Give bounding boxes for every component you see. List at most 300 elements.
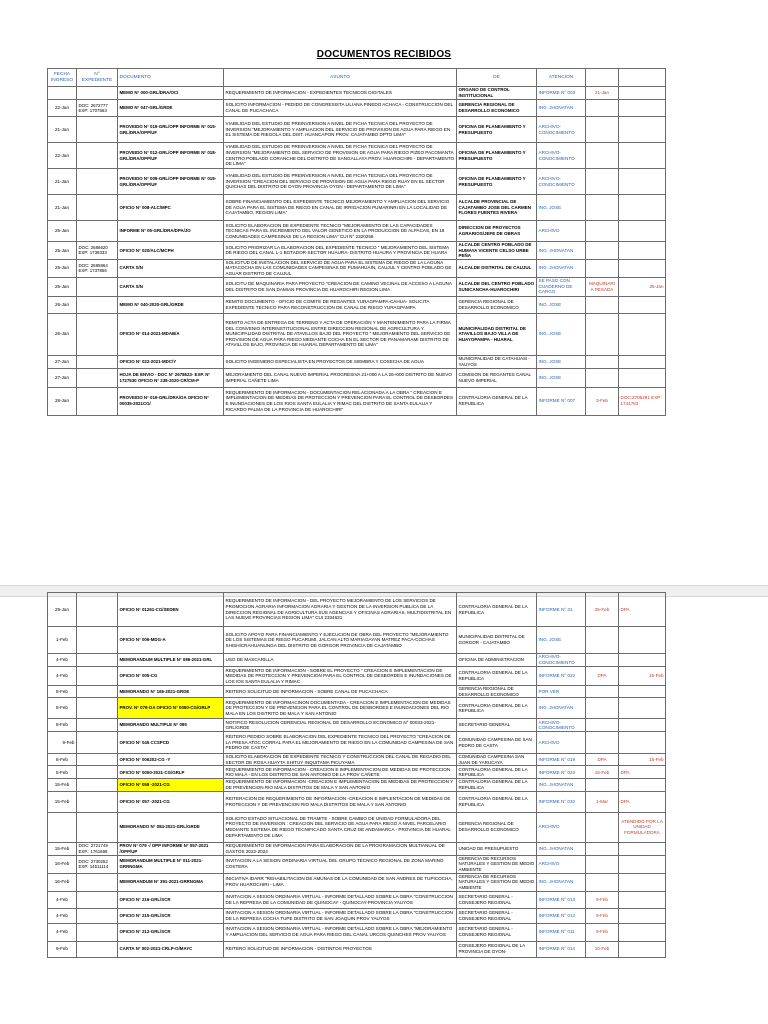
cell-atencion: ING. JOSE — [537, 368, 586, 387]
table-row — [48, 791, 666, 812]
cell-expediente — [77, 686, 118, 698]
cell-atencion: ARCHIVO — [537, 221, 586, 242]
cell-fecha: 25-Jan — [48, 259, 77, 277]
header-expediente: N° EXPEDIENTE — [77, 69, 118, 87]
cell-extra-2: 15-Feb — [619, 667, 666, 686]
cell-asunto: REMITO ACTA DE ENTREGA DE TERRENO Y ACTA DE OPERACIÓN Y MANTENIMIENTO PARA LA FIRMA DEL CONVENIO INTERINSTITUCIONAL ENTRE DIRECCION REGIONAL DE AGRICULTURA Y MUNICIPALIDAD DISTRITAL DE ATAVILLOS BAJO DEL PROYECTO " MEJORAMIENTO DEL SERVICIO DE PROVISION DE AGUA PARA RIEGO MEDIANTE COCHA EN EL SECTOR DE PANAMARAMI DISTRITO DE ATAVILLOS BAJO, PROVINCIA DE HUARAL DEPARTAMENTO DE LIMA" — [224, 313, 457, 355]
table-row — [48, 627, 666, 654]
cell-fecha: 22-Jan — [48, 143, 77, 169]
cell-de: ALCALDE DEL CENTRO POBLADO SUNICANCHA-HUAROCHIRI — [457, 277, 537, 296]
table-row — [48, 779, 666, 791]
cell-extra-2: 26-Jan — [619, 277, 666, 296]
cell-expediente: DOC: 2730252 EXP: 14511114 — [77, 855, 118, 873]
cell-fecha: 4-Feb — [48, 654, 77, 667]
header-atencion: ATENCION — [537, 69, 586, 87]
table-row — [48, 100, 666, 117]
cell-extra-1: 10-Feb — [586, 941, 619, 957]
cell-atencion: ING. JHONATAN — [537, 242, 586, 260]
table-row — [48, 732, 666, 754]
cell-asunto: NOTIFICO RESOLUCION GERENCIAL REGIONAL DE DESARROLLO ECONOMICO N° 00033-2021-GRL/GRDE — [224, 719, 457, 732]
cell-fecha: 15-Feb — [48, 842, 77, 855]
table-row — [48, 195, 666, 221]
cell-documento: OFICIO N° 005-CG — [118, 667, 224, 686]
cell-extra-2 — [619, 873, 666, 891]
cell-de: SECRETARIO GENERAL - CONSEJERO REGIONAL — [457, 923, 537, 941]
cell-extra-2 — [619, 355, 666, 368]
cell-expediente — [77, 754, 118, 766]
cell-extra-2 — [619, 368, 666, 387]
cell-expediente: DOC: 2686620 EXP: 1738333 — [77, 242, 118, 260]
cell-expediente — [77, 277, 118, 296]
cell-expediente — [77, 667, 118, 686]
cell-asunto: SOLICITO ELABORACION DE EXPEDIENTE TECNICO Y CONSTRUCCION DEL CANAL DE REGADIO DEL SECTOR DE ROSA HUAYTA SHITUY INQUITAMA PICUYAMA — [224, 754, 457, 766]
cell-extra-1: 9-Feb — [586, 908, 619, 923]
cell-extra-2 — [619, 686, 666, 698]
cell-documento: PROVEIDO N° 019-GRL/DRA/OA OFICIO N° 00035-2021CG/ — [118, 387, 224, 415]
cell-documento: INFORME N° 05-GRL/DRA/DPA/JO — [118, 221, 224, 242]
cell-documento: MEMORANDO N° 084-2021-GRL/GRDE — [118, 812, 224, 842]
table-row — [48, 368, 666, 387]
cell-fecha — [48, 87, 77, 100]
cell-fecha: 8-Feb — [48, 754, 77, 766]
table-row — [48, 667, 666, 686]
cell-extra-1: MAQUINARIA PESADA — [586, 277, 619, 296]
cell-extra-2: DPA — [619, 593, 666, 627]
cell-atencion: ARCHIVO-CONOCIMIENTO — [537, 654, 586, 667]
cell-de: ALCALDE CENTRO POBLADO DE HUMAYA VICENTE CELSO URBE PEÑA — [457, 242, 537, 260]
cell-asunto: REQUERIMIENTO DE INFORMACION PARA ELABORACION DE LA PROGRAMACION MULTIANUAL DE GASTOS 2022-2024 — [224, 842, 457, 855]
cell-extra-1 — [586, 143, 619, 169]
cell-documento: MEMORANDUM MULTIPLE N° 011-2021-GRRNGMA — [118, 855, 224, 873]
cell-expediente — [77, 698, 118, 719]
table-row — [48, 355, 666, 368]
cell-expediente — [77, 195, 118, 221]
table-row — [48, 221, 666, 242]
header-asunto: ASUNTO — [224, 69, 457, 87]
cell-fecha: 4-Feb — [48, 667, 77, 686]
cell-extra-2 — [619, 908, 666, 923]
cell-de: MUNICIPALIDAD DE CATAHUASI - YAUYOS — [457, 355, 537, 368]
cell-documento: OFICIO N° 212-GRL/SCR — [118, 923, 224, 941]
cell-asunto: INICIATIVA IDARR "REHABILITACION DE AMUNAS DE LA COMUNIDAD DE SAN ANDRES DE TUPICOCHA, PROV HUAROCHIRI - LIMA — [224, 873, 457, 891]
cell-atencion: ARCHIVO-CONOCIMIENTO — [537, 719, 586, 732]
cell-documento: MEMORANDUM MULTIPLE N° 086-2021-GRL — [118, 654, 224, 667]
cell-extra-1 — [586, 117, 619, 143]
documents-table-1 — [47, 68, 666, 416]
cell-fecha: 1-Feb — [48, 627, 77, 654]
cell-extra-2 — [619, 87, 666, 100]
cell-asunto: USO DE MASCARILLA — [224, 654, 457, 667]
cell-atencion: POR VER — [537, 686, 586, 698]
cell-extra-1 — [586, 812, 619, 842]
cell-de: GERENCIA REGIONAL DE DESARROLLO ECONOMICO — [457, 686, 537, 698]
cell-fecha: 15-Feb — [48, 791, 77, 812]
cell-documento: PROVEIDO N° 009-GRL/OPP INFORME N° 019-GRL/DRA/OPP/UF — [118, 169, 224, 195]
cell-expediente — [77, 355, 118, 368]
cell-asunto: SOLICITO INGENIERO ESPECIALISTA EN PROYECTOS DE SIEMBRA Y COSECHA DE AGUA — [224, 355, 457, 368]
cell-documento: PROV. N° 079-OA OFICIO N° 0050-CG/GRLP — [118, 698, 224, 719]
table-row — [48, 891, 666, 908]
cell-de: GERENCIA DE RECURSOS NATURALES Y GESTION DE MEDIO AMBIENTE — [457, 855, 537, 873]
cell-documento: MEMORANDO N° 165-2021-GRDE — [118, 686, 224, 698]
cell-documento: OFICIO N° 216-GRL/SCR — [118, 891, 224, 908]
cell-extra-1: 16-Feb — [586, 766, 619, 779]
cell-de: MUNICIPALIDAD DISTRITAL DE ATAVILLOS BAJO VILLA DE HUAYOPAMPA - HUARAL — [457, 313, 537, 355]
cell-extra-1 — [586, 242, 619, 260]
cell-atencion: ING. JHONATAN — [537, 100, 586, 117]
cell-documento: MEMO N° 000-GRL/DRA/OCI — [118, 87, 224, 100]
cell-expediente — [77, 908, 118, 923]
cell-atencion: ING. JOSE — [537, 195, 586, 221]
table-row — [48, 169, 666, 195]
cell-extra-2 — [619, 313, 666, 355]
cell-expediente — [77, 941, 118, 957]
cell-de: SECRETARIO GENERAL - CONSEJERO REGIONAL — [457, 891, 537, 908]
cell-expediente — [77, 387, 118, 415]
cell-de: ALCALDE DISTRITAL DE CAUJUL — [457, 259, 537, 277]
cell-expediente: DOC: 2672777 EXP: 1707563 — [77, 100, 118, 117]
cell-atencion: INFORME N° 022 — [537, 667, 586, 686]
table-row — [48, 259, 666, 277]
cell-de: COMUNIDAD CAMPESINA SAN JUAN DE YARUCAYA — [457, 754, 537, 766]
cell-atencion: ING. JHONATAN — [537, 873, 586, 891]
cell-extra-1 — [586, 732, 619, 754]
cell-extra-1 — [586, 627, 619, 654]
table-row — [48, 754, 666, 766]
cell-expediente — [77, 891, 118, 908]
cell-extra-1: 21-Jan — [586, 87, 619, 100]
cell-fecha: 26-Jan — [48, 313, 77, 355]
cell-asunto: INVITACION A SESION ORDINARIA VIRTUAL - INFORME DETALLADO SOBRE LA OBRA "CONSTRUCCION DE LA REPRESA DE LA COMUNIDAD DE QUINOCAY - QUINOCAY-PROVINCIA YAUYOS — [224, 891, 457, 908]
cell-asunto: REITERO PEDIDO SOBRE ELABORACION DEL EXPEDIENTE TECNICO DEL PROYECTO "CREACION DE LA PRESA ATOC CORRAL PARA EL MEJORAMIENTO DE RIEGO EN LA COMUNIDAD CAMPESINA DE SAN PEDRO DE CASTA" — [224, 732, 457, 754]
cell-atencion: ING. JOSE — [537, 355, 586, 368]
cell-atencion: INFORME N° 003 — [537, 87, 586, 100]
cell-de: ALCALDE PROVINCIAL DE CAJATAMBO JOSE DEL CARMEN FLORES FUENTES RIVERA — [457, 195, 537, 221]
page-title: DOCUMENTOS RECIBIDOS — [316, 49, 452, 60]
cell-expediente — [77, 654, 118, 667]
cell-extra-2 — [619, 100, 666, 117]
cell-fecha: 9-Feb — [48, 732, 77, 754]
cell-extra-2 — [619, 732, 666, 754]
cell-de: GERENCIA REGIONAL DE DESARROLLO ECONOMICO — [457, 296, 537, 313]
cell-extra-2 — [619, 842, 666, 855]
cell-asunto: SOLICITO ESTADO SITUACIONAL DE TRAMITE - SOBRE CAMBIO DE UNIDAD FORMULADORA DEL PROYECTO DE INVERSION : CREACION DEL SERVICIO DE AGUA PARA RIEGO A NIVEL PARCELARIO MEDIANTE SISTEMA DE RIEGO TECNIFICADO SANTA CRUZ DE ANDAMARCA - PROVINCIA DE HUARAL DEPARTAMENTO DE LIMA — [224, 812, 457, 842]
cell-extra-1 — [586, 195, 619, 221]
cell-extra-2 — [619, 117, 666, 143]
cell-documento: MEMORANDUM N° 391-2021-GRRNGMA — [118, 873, 224, 891]
cell-asunto: REQUERIMIENTO DE INFORMACION - SOBRE EL PROYECTO " CREACION E IMPLEMENTACION DE MEDIDAS DE PROTECCION Y PREVENCION PARA EL CONTROL DE DESBORDES E INUNDACIONES DE LOS IOS SANTA EULALIA Y RIMAC — [224, 667, 457, 686]
cell-extra-1 — [586, 313, 619, 355]
cell-atencion: ARCHIVO — [537, 855, 586, 873]
cell-asunto: REQUERIMIENTO DE INFORMACION - DEL PROYECTO MEJORAMIENTO DE LOS SERVICIOS DE PROMOCION AGRARIA INFORMACION AGRARIA Y GESTION DE LA INVERSION PUBLICA DE LA DIRECCION REGIONAL DE AGRICULTURA SUS AGENCIAS Y OFICINAS AGRARIAS, MULTIDISTRITAL EN LAS NUEVE PROVINCIAS REGION LIMA" CUI 2334631 — [224, 593, 457, 627]
cell-extra-1 — [586, 221, 619, 242]
cell-de: CONTRALORIA GENERAL DE LA REPUBLICA — [457, 766, 537, 779]
cell-expediente — [77, 221, 118, 242]
cell-fecha — [48, 812, 77, 842]
cell-extra-1 — [586, 855, 619, 873]
cell-documento: CARTA S/N — [118, 277, 224, 296]
cell-documento: OFICIO N° 022-2021-MDC/Y — [118, 355, 224, 368]
cell-de: MUNICIPALIDAD DISTRITAL DE GORGOR - CAJATAMBO — [457, 627, 537, 654]
cell-atencion: ING. JOSE — [537, 296, 586, 313]
cell-de: CONTRALORIA GENERAL DE LA REPUBLICA — [457, 698, 537, 719]
cell-asunto: VIABILIDAD DEL ESTUDIO DE PREINVERSION A NIVEL DE FICHA TECNICA DEL PROYECTO DE INVERSION "CREACION DEL SERVICIO DE PROVISION DE AGUA PARA RIEGO RUAY EN EL SECTOR QUICHAS DEL DISTRITO DE OYON PROVINCIA OYON - DEPARTAMENTO DE LIMA" — [224, 169, 457, 195]
cell-extra-1 — [586, 169, 619, 195]
cell-asunto: SOLICITUD DE INSTALACION DEL SERVICIO DE AGUA PARA EL SISTEMA DE RIEGO DE LA LAGUNA MATACOCHA EN LAS COMUNIDADES CAMPESINAS DE PUMAHUAIN, CAUJUL Y CENTRO POBLADO DE AGUAR DISTRITO DE CAUJUL — [224, 259, 457, 277]
cell-expediente — [77, 296, 118, 313]
cell-expediente — [77, 732, 118, 754]
cell-extra-2 — [619, 654, 666, 667]
header-documento: DOCUMENTO — [118, 69, 224, 87]
cell-atencion: ING. JOSE — [537, 313, 586, 355]
cell-atencion: ING. JHONATAN — [537, 779, 586, 791]
cell-documento: PROV N° 079 -/ OPP INFORME N° 057-2021 /OPP/UP — [118, 842, 224, 855]
cell-documento: MEMO N° 040-2020-GRL/GRDE — [118, 296, 224, 313]
cell-extra-2: DOC:2705291 EXP: 1741782 — [619, 387, 666, 415]
cell-atencion: INFORME N° 31 — [537, 593, 586, 627]
cell-expediente: DOC: 2685864 EXP: 1737856 — [77, 259, 118, 277]
cell-extra-2: 15-Feb — [619, 754, 666, 766]
cell-documento: OFICIO N° 058 -2021-CG — [118, 779, 224, 791]
table-row — [48, 766, 666, 779]
cell-extra-2 — [619, 719, 666, 732]
cell-fecha: 21-Jan — [48, 195, 77, 221]
cell-extra-2 — [619, 891, 666, 908]
cell-de: OFICINA DE ADMINISTRACION — [457, 654, 537, 667]
cell-extra-2 — [619, 242, 666, 260]
table-row — [48, 242, 666, 260]
cell-extra-1 — [586, 100, 619, 117]
cell-de: CONSEJERO REGIONAL DE LA PROVINCIA DE OYON- — [457, 941, 537, 957]
cell-de: OFICINA DE PLANEAMIENTO Y PRESUPUESTO — [457, 169, 537, 195]
cell-expediente — [77, 143, 118, 169]
cell-fecha: 4-Feb — [48, 891, 77, 908]
cell-de: GERENCIA REGIONAL DE DESARROLLO ECONOMICO — [457, 812, 537, 842]
table-row — [48, 593, 666, 627]
cell-atencion: ARCHIVO-CONOCIMIENTO — [537, 117, 586, 143]
cell-extra-1 — [586, 355, 619, 368]
cell-atencion: INFORME N° 032 — [537, 791, 586, 812]
table-row — [48, 812, 666, 842]
cell-atencion: SE PASO CON CUADERNO DE CARGO — [537, 277, 586, 296]
header-blank-1 — [586, 69, 619, 87]
cell-documento: OFICIO N° 045 CCSPCD — [118, 732, 224, 754]
cell-documento: OFICIO N° 008-ALC/MPC — [118, 195, 224, 221]
cell-documento: OFICIO N° 014-2021-MDAB/A — [118, 313, 224, 355]
cell-fecha: 4-Feb — [48, 923, 77, 941]
cell-atencion: ING. JHONATAN — [537, 698, 586, 719]
cell-atencion: ARCHIVO — [537, 812, 586, 842]
cell-fecha: 26-Jan — [48, 296, 77, 313]
cell-extra-2 — [619, 941, 666, 957]
table-row — [48, 654, 666, 667]
header-blank-2 — [619, 69, 666, 87]
cell-atencion: ING. JHONATAN — [537, 842, 586, 855]
cell-atencion: ARCHIVO-CONOCIMIENTO — [537, 169, 586, 195]
cell-asunto: SOLICITU DE MAQUINARIA PARA PROYECTO "CREACION DE CAMINO VECINAL DE ACCESO A LAGUNA DEL DISTRITO DE SAN DAMIAN PROVINCIA DE HUAROCHIRI REGION LIMA — [224, 277, 457, 296]
cell-documento: OFICIO N° 01261-CG/SEDEN — [118, 593, 224, 627]
cell-extra-1: 25-Feb — [586, 593, 619, 627]
cell-extra-2 — [619, 221, 666, 242]
cell-expediente — [77, 87, 118, 100]
cell-extra-1: 9-Feb — [586, 923, 619, 941]
table-row — [48, 277, 666, 296]
cell-atencion: ING. JHONATAN — [537, 259, 586, 277]
table-row — [48, 87, 666, 100]
cell-extra-2: DPA — [619, 766, 666, 779]
cell-expediente — [77, 791, 118, 812]
cell-documento: OFICIO N° 0050-2021-CG/GRLP — [118, 766, 224, 779]
cell-fecha: 21-Jan — [48, 117, 77, 143]
documents-table-2 — [47, 592, 666, 958]
cell-asunto: REQUERIMIENTO DE INFORMACION - EXPEDIENTES TECNICOS DIGITALES — [224, 87, 457, 100]
cell-atencion: ARCHIVO-CONOCIMIENTO — [537, 143, 586, 169]
cell-documento: OFICIO N° 215-GRL/SCR — [118, 908, 224, 923]
cell-fecha: 5-Feb — [48, 766, 77, 779]
cell-extra-1: 9-Feb — [586, 891, 619, 908]
cell-extra-2 — [619, 259, 666, 277]
cell-expediente — [77, 169, 118, 195]
cell-extra-2 — [619, 169, 666, 195]
cell-asunto: INVITACION A SESION ORDINARIA VIRTUAL - INFORME DETALLADO SOBRE LA OBRA "CONSTRUCCION DE LA REPRESA COCHA TUPE DISTRITO DE SAN JOAQUIN PROV YAUYOS — [224, 908, 457, 923]
cell-de: ORGANO DE CONTROL INSTITUCIONAL — [457, 87, 537, 100]
cell-fecha: 9-Feb — [48, 941, 77, 957]
cell-fecha: 8-Feb — [48, 698, 77, 719]
table-row — [48, 313, 666, 355]
cell-de: CONTRALORIA GENERAL DE LA REPUBLICA — [457, 667, 537, 686]
table-row — [48, 842, 666, 855]
header-fecha: FECHA INGRESO — [48, 69, 77, 87]
cell-fecha: 15-Feb — [48, 779, 77, 791]
table-row — [48, 941, 666, 957]
cell-documento: MEMORANDO MULTIPLE N° 095 — [118, 719, 224, 732]
table-row — [48, 923, 666, 941]
cell-de: UNIDAD DE PRESUPUESTO — [457, 842, 537, 855]
cell-fecha: 29-Jan — [48, 593, 77, 627]
cell-extra-2 — [619, 698, 666, 719]
cell-asunto: INVITACION A LA SESION ORDINARIA VIRTUAL DEL GRUPO TECNICO REGIONAL DE ZONA MARINO COSTERA — [224, 855, 457, 873]
cell-expediente — [77, 368, 118, 387]
cell-fecha: 27-Jan — [48, 368, 77, 387]
cell-fecha: 8-Feb — [48, 686, 77, 698]
cell-extra-1: DPA — [586, 667, 619, 686]
cell-fecha: 22-Jan — [48, 100, 77, 117]
cell-asunto: SOLICITO PRIORIZAR LA ELABORACION DEL EXPEDIENTE TECNICO " MEJORAMIENTO DEL SISTEMA DE RIEGO DEL CANAL L-1 BOTADOR-SECTOR HUAURA- DISTRITO HUAURA Y PROVINCIA DE HUARA — [224, 242, 457, 260]
cell-documento: OFICIO N° 020/ALC/MCPH — [118, 242, 224, 260]
cell-asunto: SOLICITO APOYO PARA FINANCIAMIENTO Y EJECUCION DE OBRA DEL PROYECTO "MEJORAMIENTO DE LOS SISTEMAS DE RIEGO PUCARUMI, JALCAN ALTO MARIAGAYAN MATREZ PACA-COCHAS SHISHICRAHUANUNGA DEL DISTRITO DE GORGOR PROVINCIA DE CAJATAMBO — [224, 627, 457, 654]
cell-atencion: INFORME N° 013 — [537, 891, 586, 908]
cell-extra-1 — [586, 368, 619, 387]
cell-fecha: 25-Jan — [48, 221, 77, 242]
cell-expediente — [77, 719, 118, 732]
cell-fecha: 27-Jan — [48, 355, 77, 368]
cell-extra-2 — [619, 143, 666, 169]
cell-documento: HOJA DE ENVIO - DOC N° 2678623- EXP. N° 1727530 OFICIO N° 238-2020-CR/CM-P — [118, 368, 224, 387]
cell-de: GERENCIA DE RECURSOS NATURALES Y GESTION DE MEDIO AMBIENTE — [457, 873, 537, 891]
cell-expediente: DOC: 2721749 EXP.: 1761698 — [77, 842, 118, 855]
cell-extra-2 — [619, 627, 666, 654]
cell-de: SECRETARIO GENERAL - CONSEJERO REGIONAL — [457, 908, 537, 923]
table-row — [48, 387, 666, 415]
table-row — [48, 686, 666, 698]
cell-asunto: REQUERIMIENTO DE INFORMACION - DOCUMENTACION RELACIONADA A LA OBRA " CREACION E IMPLEMENTACION DE MEDIDAS DE PROTECCION Y PREVENCION PARA EL CONTROL DE DESBORDES E INUNDACIONES DE LOS RIOS SANTA EULALIA Y RIMAC DEL DISTRITO DE SANTA EULALIA Y RICARDO PALMA DE LA PROVINCIA DE HUAROCHIRI" — [224, 387, 457, 415]
table-row — [48, 855, 666, 873]
cell-extra-1 — [586, 698, 619, 719]
cell-fecha: 25-Jan — [48, 277, 77, 296]
cell-expediente — [77, 627, 118, 654]
cell-asunto: SOLICITO INFORMACION - PEDIDO DE CONGRESISTA LILIANA PINEDO ACHACA - CONSTRUCCION DEL CANAL DE PUCACHACA — [224, 100, 457, 117]
table-row — [48, 296, 666, 313]
cell-de: GERENCIA REGIONAL DE DESARROLLO ECONOMICO — [457, 100, 537, 117]
cell-extra-1: DPA — [586, 754, 619, 766]
cell-asunto: SOLICITO ELABORACION DE EXPEDIENTE TECNICO "MEJORAMIENTO DE LAS CAPACIDADES TECNICAS PARA EL INCREMENTO DEL VALOR GENETICO EN LA PRODUCCION DE ALPACAS, EN 18 COMUNIDADES CAMPESINAS DE LA REGION LIMA" CUI N° 2320259 — [224, 221, 457, 242]
cell-extra-1 — [586, 873, 619, 891]
cell-asunto: REITERACION DE REQUERIMIENTO DE INFORMACION -CREACION E IMPLENTACION DE MEDIDAS DE PROTECCION Y DE PREVENCION RIO MALA DISTRITOS DE MALA Y SAN ANTONIO — [224, 791, 457, 812]
cell-de: CONTRALORIA GENERAL DE LA REPUBLICA — [457, 593, 537, 627]
cell-extra-1 — [586, 686, 619, 698]
cell-documento: OFICIO N° 006202-CG -Y — [118, 754, 224, 766]
cell-atencion: ARCHIVO — [537, 732, 586, 754]
cell-extra-2: DPA — [619, 791, 666, 812]
cell-extra-1 — [586, 779, 619, 791]
cell-de: CONTRALORIA GENERAL DE LA REPUBLICA — [457, 791, 537, 812]
cell-asunto: REITERO SOLICITUD DE INFORMACION - DISTINTOS PROYECTOS — [224, 941, 457, 957]
cell-de: DIRECCION DE PROYECTOS AGRARIOS/JEFE DE OBRAS — [457, 221, 537, 242]
cell-asunto: VIABILIDAD DEL ESTUDIO DE PREINVERSION A NIVEL DE FICHA TECNICA DEL PROYECTO DE INVERSION "MEJORAMIENTO Y AMPLIACION DEL SERVICIO DE PROVISION DE AGUA PARA RIEGO EN EL SISTEMA DE RIEGOLA DEL DIST. HUANCAPON PROV. CAJATAMBO DPTO LIMA" — [224, 117, 457, 143]
cell-asunto: INVITACION A SESION ORDINARIA VIRTUAL - INFORME DETALLADO SOBRE LA OBRA "MEJORAMIENTO Y AMPLIACION DEL SERVICIO DE AGUA PARA RIEGO DEL CANAL URCOS QUINCHES PROV YAUYOS — [224, 923, 457, 941]
cell-de: CONTRALORIA GENERAL DE LA REPUBLICA — [457, 387, 537, 415]
cell-expediente — [77, 873, 118, 891]
cell-extra-2 — [619, 855, 666, 873]
cell-atencion: INFORME N° 012 — [537, 908, 586, 923]
cell-expediente — [77, 812, 118, 842]
cell-extra-2: ATENDIDO POR LA UNIDAD FORMULADORA — [619, 812, 666, 842]
cell-extra-1 — [586, 259, 619, 277]
cell-extra-2 — [619, 195, 666, 221]
table-row — [48, 908, 666, 923]
cell-atencion: INFORME N° 011 — [537, 923, 586, 941]
cell-asunto: MEJORAMIENTO DEL CANAL NUEVO IMPERIAL PROGRESIVA 21+000 A LA 26+000 DISTRITO DE NUEVO IMPERIAL CAÑETE LIMA — [224, 368, 457, 387]
cell-expediente — [77, 923, 118, 941]
table-row — [48, 719, 666, 732]
cell-extra-1 — [586, 719, 619, 732]
table-row — [48, 143, 666, 169]
cell-fecha: 8-Feb — [48, 719, 77, 732]
cell-extra-2 — [619, 923, 666, 941]
cell-fecha: 21-Jan — [48, 169, 77, 195]
cell-expediente — [77, 313, 118, 355]
header-de: DE — [457, 69, 537, 87]
cell-atencion: INFORME N° 014 — [537, 941, 586, 957]
cell-fecha: 16-Feb — [48, 873, 77, 891]
cell-expediente — [77, 766, 118, 779]
cell-atencion: INFORME N° 019 — [537, 754, 586, 766]
table-row — [48, 117, 666, 143]
cell-extra-2 — [619, 296, 666, 313]
cell-extra-1: 1-Mar — [586, 791, 619, 812]
cell-expediente — [77, 779, 118, 791]
cell-extra-1 — [586, 842, 619, 855]
cell-atencion: ING. JOSE — [537, 627, 586, 654]
cell-documento: OFICIO N° 057 -2021-CG — [118, 791, 224, 812]
cell-de: COMISION DE REGANTES CANAL NUEVO IMPERIAL — [457, 368, 537, 387]
cell-de: COMUNIDAD CAMPESINA DE SAN PEDRO DE CASTA — [457, 732, 537, 754]
cell-asunto: VIABILIDAD DEL ESTUDIO DE PREINVERSION A NIVEL DE FICHA TECNICA DEL PROYECTO DE INVERSION "MEJORAMIENTO DEL SERVICIO DE PROVISION DE AGUA PARA RIEGO PIZEO PACOMANTA CENTRO POBLADO CORANCHE DEL DISTRITO DE SANGALLAYA PROV. HUAROCHIRI - DEPARTAMENTO DE LIMA" — [224, 143, 457, 169]
table-row — [48, 698, 666, 719]
cell-fecha: 28-Jan — [48, 387, 77, 415]
cell-extra-1 — [586, 654, 619, 667]
cell-de: CONTRALORIA GENERAL DE LA REPUBLICA — [457, 779, 537, 791]
